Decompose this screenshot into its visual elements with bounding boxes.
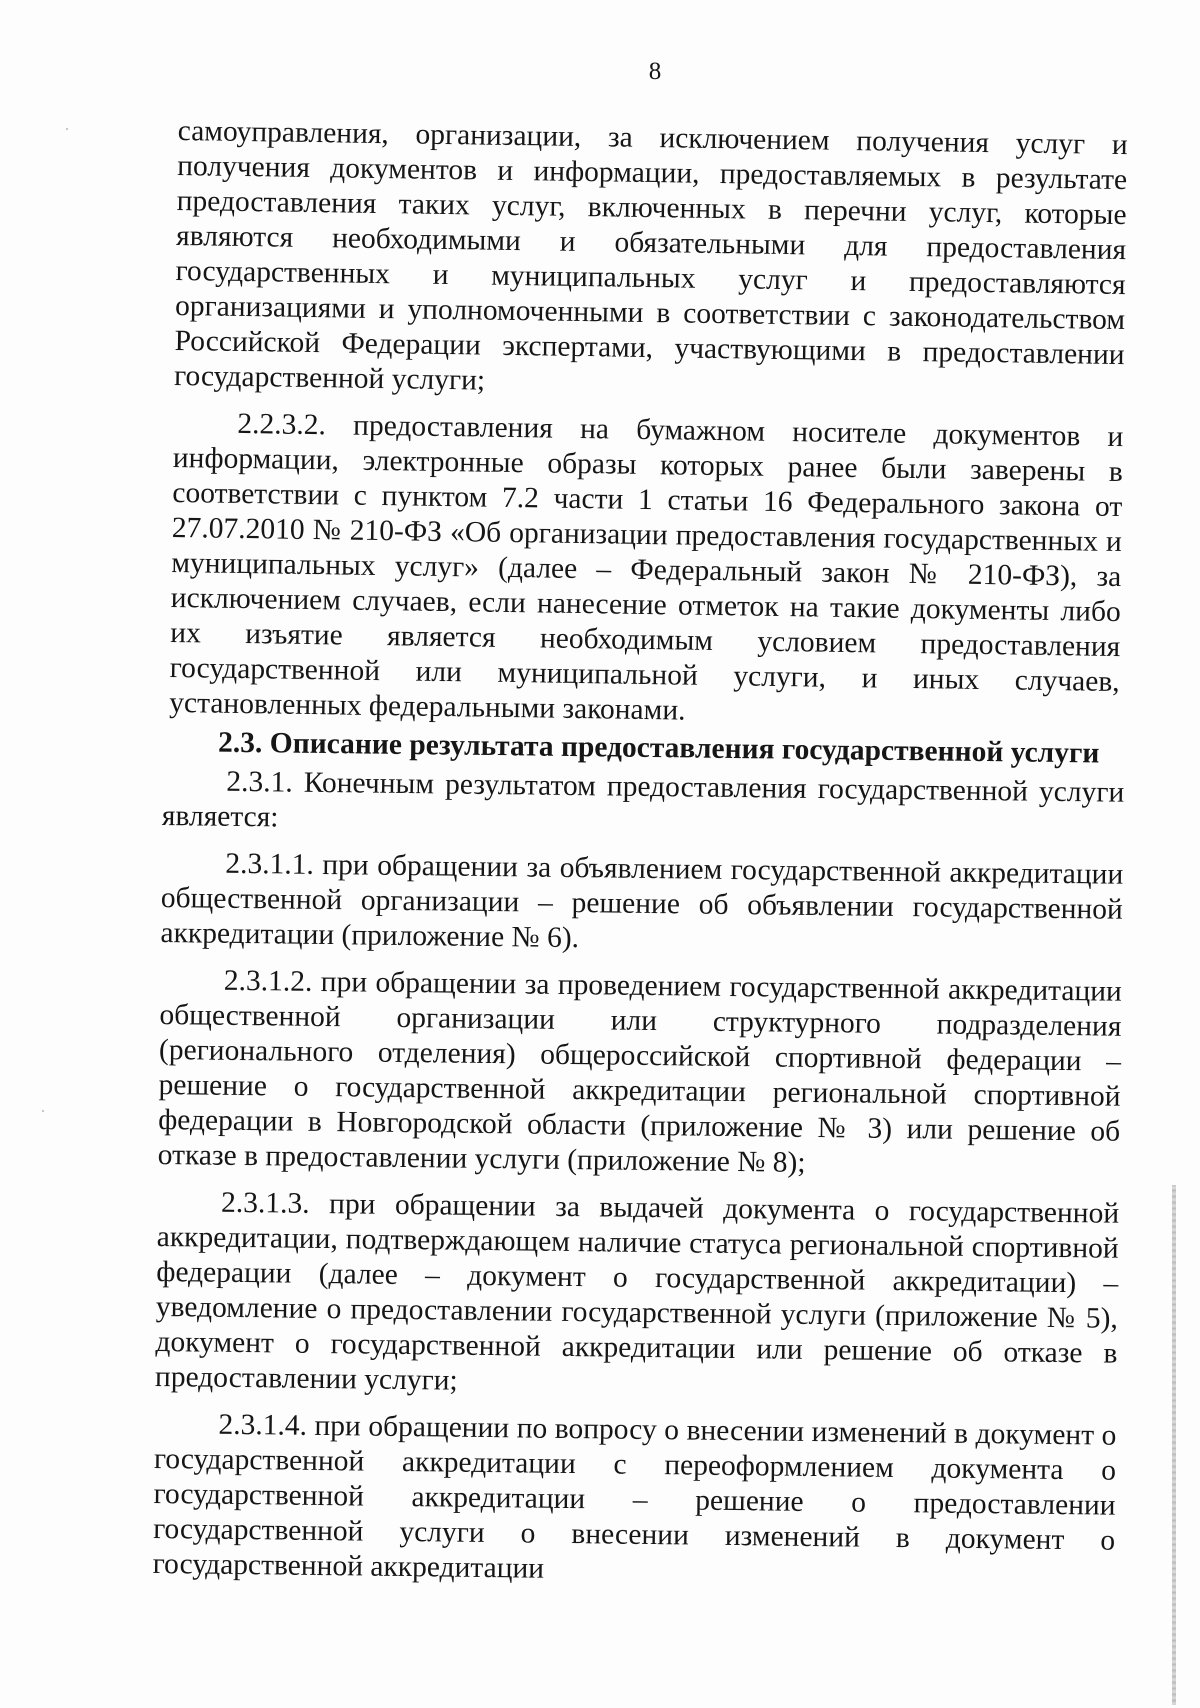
section-heading: 2.3. Описание результата предоставления государственной услуги bbox=[217, 726, 1100, 770]
paragraph-2-2-3-2: 2.2.3.2. предоставления на бумажном носителе документов и информации, электронные образы которых ранее были заверены в соответствии с пунктом 7.2 части 1 статьи 16 Федерального закона от 27.07.2010 № 210-ФЗ «Об организации предоставления государственных и муниципальных услуг» (далее – Федеральный закон № 210-ФЗ), за исключением случаев, если нанесение отметок на такие документы либо их изъятие является необходимым условием предоставления государственной или муниципальной услуги, и иных случаев, установленных федеральными законами. bbox=[169, 407, 1124, 727]
paragraph-continuation: самоуправления, организации, за исключением получения услуг и получения документов и информации, предоставляемых в результате предоставления таких услуг, включенных в перечни услуг, которые являются необходимыми и обязательными для предоставления государственных и муниципальных услуг и предоставляются организациями и уполномоченными в соответствии с законодательством Российской Федерации экспертами, участвующими в предоставлении государственной услуги; bbox=[173, 114, 1128, 397]
text-block-bottom bbox=[153, 725, 1125, 1594]
scan-speck bbox=[42, 1110, 44, 1112]
text-block-top bbox=[169, 114, 1128, 735]
paragraph-2-3-1-3: 2.3.1.3. при обращении за выдачей документа о государственной аккредитации, подтверждающем наличие статуса региональной спортивной федерации (далее – документ о государственной аккредитации) – уведомление о предоставлении государственной услуги (приложение № 5), документ о государственной аккредитации или решение об отказе в предоставлении услуги; bbox=[154, 1186, 1120, 1397]
paragraph-2-3-1: 2.3.1. Конечным результатом предоставления государственной услуги является: bbox=[161, 765, 1125, 834]
scan-speck bbox=[66, 128, 68, 130]
page-number: 8 bbox=[648, 58, 662, 85]
paragraph-2-3-1-2: 2.3.1.2. при обращении за проведением государственной аккредитации общественной организации или структурного подразделения (регионального отделения) общероссийской спортивной федерации – решение о государственной аккредитации региональной спортивной федерации в Новгородской области (приложение № 3) или решение об отказе в предоставлении услуги (приложение № 8); bbox=[157, 964, 1123, 1179]
scan-edge-shadow bbox=[1172, 1185, 1176, 1705]
paragraph-2-3-1-4: 2.3.1.4. при обращении по вопросу о внесении изменений в документ о государственной аккредитации с переоформлением документа о государственной аккредитации – решение о предоставлении государственной услуги о внесении изменений в документ о государственной аккредитации bbox=[152, 1408, 1117, 1585]
paragraph-2-3-1-1: 2.3.1.1. при обращении за объявлением государственной аккредитации общественной организации – решение об объявлении государственной аккредитации (приложение № 6). bbox=[160, 847, 1124, 955]
